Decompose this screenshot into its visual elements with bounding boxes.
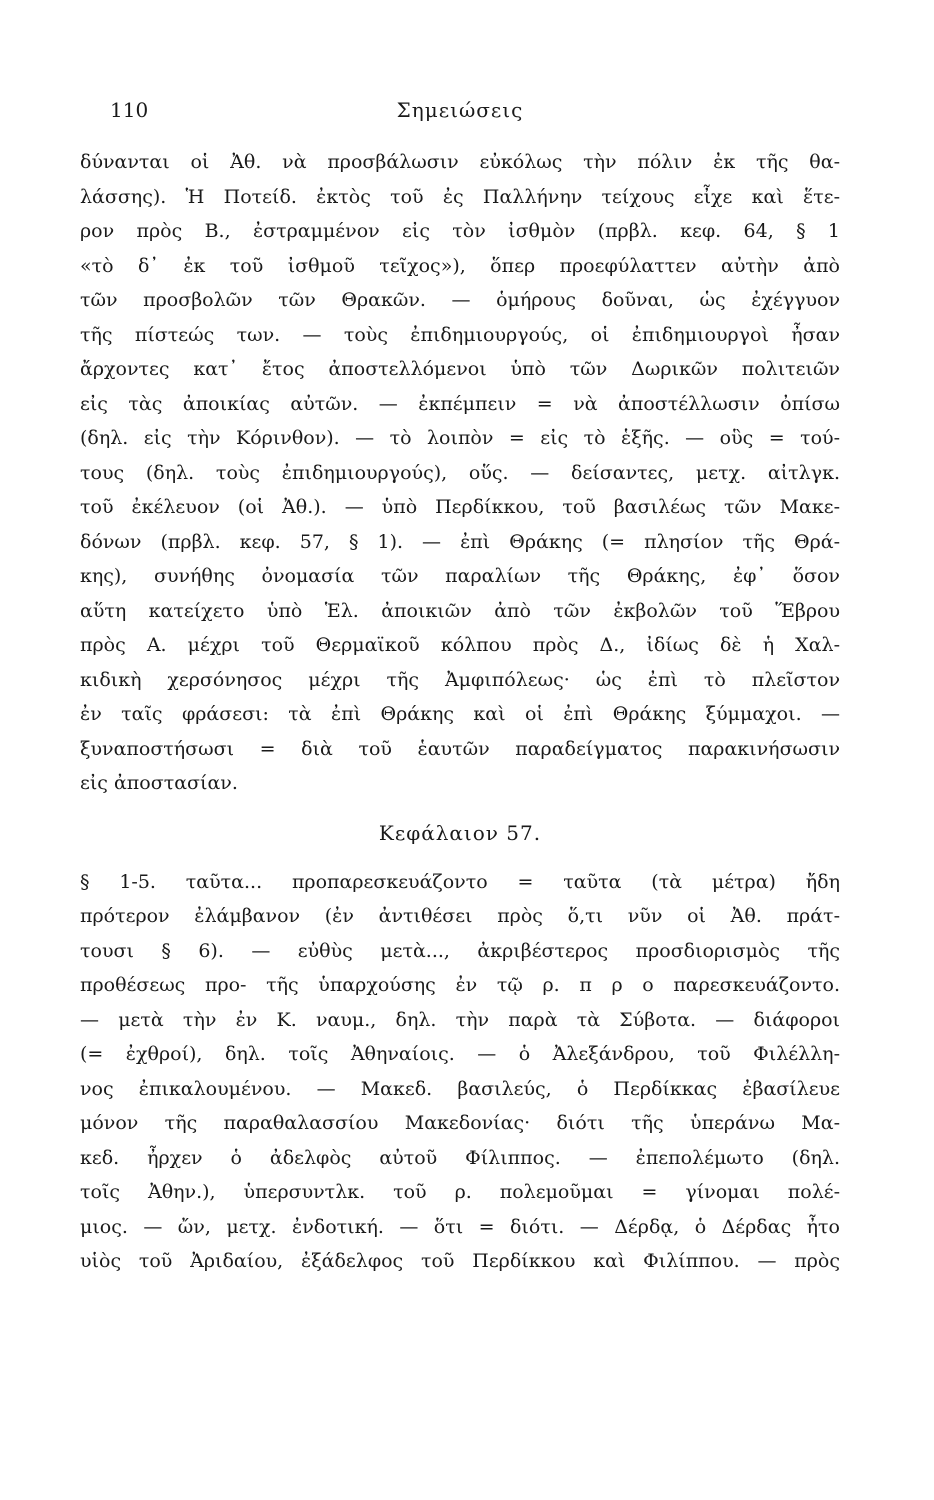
text-line: δόνων (πρβλ. κεφ. 57, § 1). — ἐπὶ Θράκης (= πλησίον τῆς Θρά- bbox=[80, 530, 840, 553]
text-line: τῆς πίστεώς των. — τοὺς ἐπιδημιουργούς, οἱ ἐπιδημιουργοὶ ἦσαν bbox=[80, 323, 840, 346]
text-line: μιος. — ὤν, μετχ. ἐνδοτική. — ὅτι = διότι. — Δέρδᾳ, ὁ Δέρδας ἦτο bbox=[80, 1215, 840, 1238]
text-line: κης), συνήθης ὀνομασία τῶν παραλίων τῆς Θράκης, ἐφ᾽ ὅσον bbox=[80, 565, 840, 587]
text-line: ἐν ταῖς φράσεσι: τὰ ἐπὶ Θράκης καὶ οἱ ἐπὶ Θράκης ξύμμαχοι. — bbox=[80, 703, 840, 725]
text-line: πρὸς Α. μέχρι τοῦ Θερμαϊκοῦ κόλπου πρὸς Δ., ἰδίως δὲ ἡ Χαλ- bbox=[80, 634, 840, 656]
text-line: αὕτη κατείχετο ὑπὸ Ἑλ. ἀποικιῶν ἀπὸ τῶν ἐκβολῶν τοῦ Ἕβρου bbox=[80, 599, 840, 622]
text-line: τοῖς Ἀθην.), ὑπερσυντλκ. τοῦ ρ. πολεμοῦμαι = γίνομαι πολέ- bbox=[80, 1181, 840, 1203]
body-text bbox=[80, 145, 840, 1279]
text-line: νος ἐπικαλουμένου. — Μακεδ. βασιλεύς, ὁ Περδίκκας ἐβασίλευε bbox=[80, 1077, 840, 1100]
text-line: εἰς τὰς ἀποικίας αὐτῶν. — ἐκπέμπειν = νὰ ἀποστέλλωσιν ὀπίσω bbox=[80, 392, 840, 415]
text-line: ἄρχοντες κατ᾽ ἔτος ἀποστελλόμενοι ὑπὸ τῶν Δωρικῶν πολιτειῶν bbox=[80, 358, 840, 380]
text-line: (= ἐχθροί), δηλ. τοῖς Ἀθηναίοις. — ὁ Ἀλεξάνδρου, τοῦ Φιλέλλη- bbox=[80, 1043, 840, 1065]
text-line: ρον πρὸς Β., ἐστραμμένον εἰς τὸν ἰσθμὸν (πρβλ. κεφ. 64, § 1 bbox=[80, 220, 840, 242]
chapter-heading: Κεφάλαιον 57. bbox=[378, 820, 542, 845]
text-line: λάσσης). Ἡ Ποτείδ. ἐκτὸς τοῦ ἐς Παλλήνην τείχους εἶχε καὶ ἕτε- bbox=[80, 185, 840, 208]
text-line: μόνον τῆς παραθαλασσίου Μακεδονίας· διότι τῆς ὑπεράνω Μα- bbox=[80, 1112, 840, 1134]
text-line: ξυναποστήσωσι = διὰ τοῦ ἑαυτῶν παραδείγματος παρακινήσωσιν bbox=[80, 737, 840, 760]
text-line: τῶν προσβολῶν τῶν Θρακῶν. — ὁμήρους δοῦναι, ὡς ἐχέγγυον bbox=[80, 289, 840, 311]
text-line: κεδ. ἦρχεν ὁ ἀδελφὸς αὐτοῦ Φίλιππος. — ἐπεπολέμωτο (δηλ. bbox=[80, 1146, 840, 1169]
text-line: (δηλ. εἰς τὴν Κόρινθον). — τὸ λοιπὸν = εἰς τὸ ἑξῆς. — οὓς = τού- bbox=[80, 427, 840, 449]
text-line: υἱὸς τοῦ Ἀριδαίου, ἐξάδελφος τοῦ Περδίκκου καὶ Φιλίππου. — πρὸς bbox=[80, 1250, 840, 1272]
page-header bbox=[80, 98, 840, 138]
notes-section-1 bbox=[80, 145, 840, 801]
text-line: τοῦ ἐκέλευον (οἱ Ἀθ.). — ὑπὸ Περδίκκου, τοῦ βασιλέως τῶν Μακε- bbox=[80, 496, 840, 518]
text-line: — μετὰ τὴν ἐν Κ. ναυμ., δηλ. τὴν παρὰ τὰ Σύβοτα. — διάφοροι bbox=[80, 1008, 840, 1031]
text-line: «τὸ δ᾽ ἐκ τοῦ ἰσθμοῦ τεῖχος»), ὅπερ προεφύλαττεν αὐτὴν ἀπὸ bbox=[80, 254, 840, 277]
text-line: προθέσεως προ- τῆς ὑπαρχούσης ἐν τῷ ρ. π ρ ο παρεσκευάζοντο. bbox=[80, 974, 840, 996]
text-line: εἰς ἀποστασίαν. bbox=[80, 772, 238, 794]
text-line: τουσι § 6). — εὐθὺς μετὰ..., ἀκριβέστερος προσδιορισμὸς τῆς bbox=[80, 939, 840, 962]
running-title: Σημειώσεις bbox=[396, 98, 524, 122]
text-line: § 1-5. ταῦτα... προπαρεσκευάζοντο = ταῦτα (τὰ μέτρα) ἤδη bbox=[80, 870, 840, 893]
text-line: δύνανται οἱ Ἀθ. νὰ προσβάλωσιν εὐκόλως τὴν πόλιν ἐκ τῆς θα- bbox=[80, 151, 840, 173]
page-number: 110 bbox=[110, 98, 149, 122]
text-line: πρότερον ἐλάμβανον (ἐν ἀντιθέσει πρὸς ὅ,τι νῦν οἱ Ἀθ. πράτ- bbox=[80, 905, 840, 927]
notes-section-2 bbox=[80, 865, 840, 1279]
text-line: τους (δηλ. τοὺς ἐπιδημιουργούς), οὕς. — δείσαντες, μετχ. αἰτλγκ. bbox=[80, 461, 840, 484]
text-line: κιδικὴ χερσόνησος μέχρι τῆς Ἀμφιπόλεως· ὡς ἐπὶ τὸ πλεῖστον bbox=[80, 668, 840, 691]
